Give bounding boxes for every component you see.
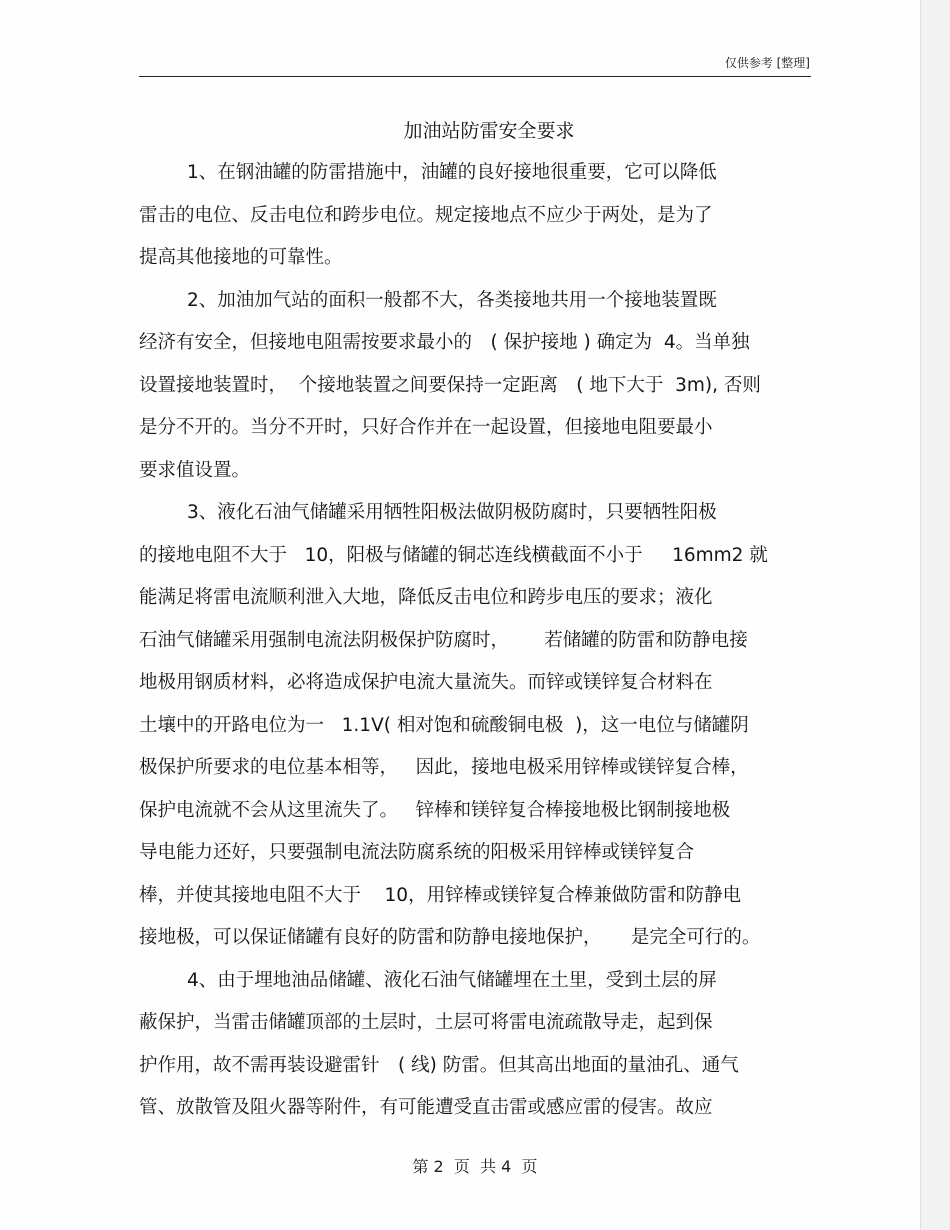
page-edge-margin <box>920 0 950 1230</box>
page-footer: 第 2 页 共 4 页 <box>412 1157 538 1176</box>
body-line: 蔽保护，当雷击储罐顶部的土层时，土层可将雷电流疏散导走，起到保 <box>139 1012 713 1033</box>
body-line: 导电能力还好，只要强制电流法防腐系统的阳极采用锌棒或镁锌复合 <box>139 842 695 863</box>
body-line: 管、放散管及阻火器等附件，有可能遭受直击雷或感应雷的侵害。故应 <box>139 1097 713 1118</box>
body-line: 护作用，故不需再装设避雷针 ( 线) 防雷。但其高出地面的量油孔、通气 <box>139 1054 739 1076</box>
body-line: 接地极，可以保证储罐有良好的防雷和防静电接地保护， 是完全可行的。 <box>139 927 761 948</box>
body-line: 是分不开的。当分不开时，只好合作并在一起设置，但接地电阻要最小 <box>139 417 713 438</box>
body-line: 雷击的电位、反击电位和跨步电位。规定接地点不应少于两处，是为了 <box>139 204 713 226</box>
body-line: 3、液化石油气储罐采用牺牲阳极法做阴极防腐时，只要牺牲阳极 <box>187 502 717 523</box>
header-rule <box>139 76 811 77</box>
document-body <box>139 156 829 1134</box>
body-line: 保护电流就不会从这里流失了。 锌棒和镁锌复合棒接地极比钢制接地极 <box>139 799 731 821</box>
body-line: 提高其他接地的可靠性。 <box>139 247 343 268</box>
body-line: 设置接地装置时， 个接地装置之间要保持一定距离 ( 地下大于 3m), 否则 <box>139 374 761 396</box>
body-line: 地极用钢质材料，必将造成保护电流大量流失。而锌或镁锌复合材料在 <box>139 672 713 693</box>
document-title: 加油站防雷安全要求 <box>403 120 575 142</box>
body-line: 要求值设置。 <box>139 459 251 481</box>
body-line: 极保护所要求的电位基本相等， 因此，接地电极采用锌棒或镁锌复合棒， <box>139 757 749 778</box>
body-line: 2、加油加气站的面积一般都不大，各类接地共用一个接地装置既 <box>187 289 717 311</box>
body-line: 4、由于埋地油品储罐、液化石油气储罐埋在土里，受到土层的屏 <box>187 969 717 991</box>
body-line: 棒，并使其接地电阻不大于 10，用锌棒或镁锌复合棒兼做防雷和防静电 <box>139 884 742 906</box>
header-note: 仅供参考 [整理] <box>724 56 810 70</box>
body-line: 经济有安全，但接地电阻需按要求最小的 ( 保护接地 ) 确定为 4。当单独 <box>139 332 750 353</box>
body-line: 的接地电阻不大于 10，阳极与储罐的铜芯连线横截面不小于 16mm2 就 <box>139 544 768 566</box>
body-line: 能满足将雷电流顺利泄入大地，降低反击电位和跨步电压的要求；液化 <box>139 587 713 608</box>
body-line: 石油气储罐采用强制电流法阴极保护防腐时， 若储罐的防雷和防静电接 <box>139 629 748 651</box>
body-line: 1、在钢油罐的防雷措施中，油罐的良好接地很重要，它可以降低 <box>187 162 717 183</box>
body-line: 土壤中的开路电位为一 1.1V( 相对饱和硫酸铜电极 )，这一电位与储罐阴 <box>139 714 749 736</box>
